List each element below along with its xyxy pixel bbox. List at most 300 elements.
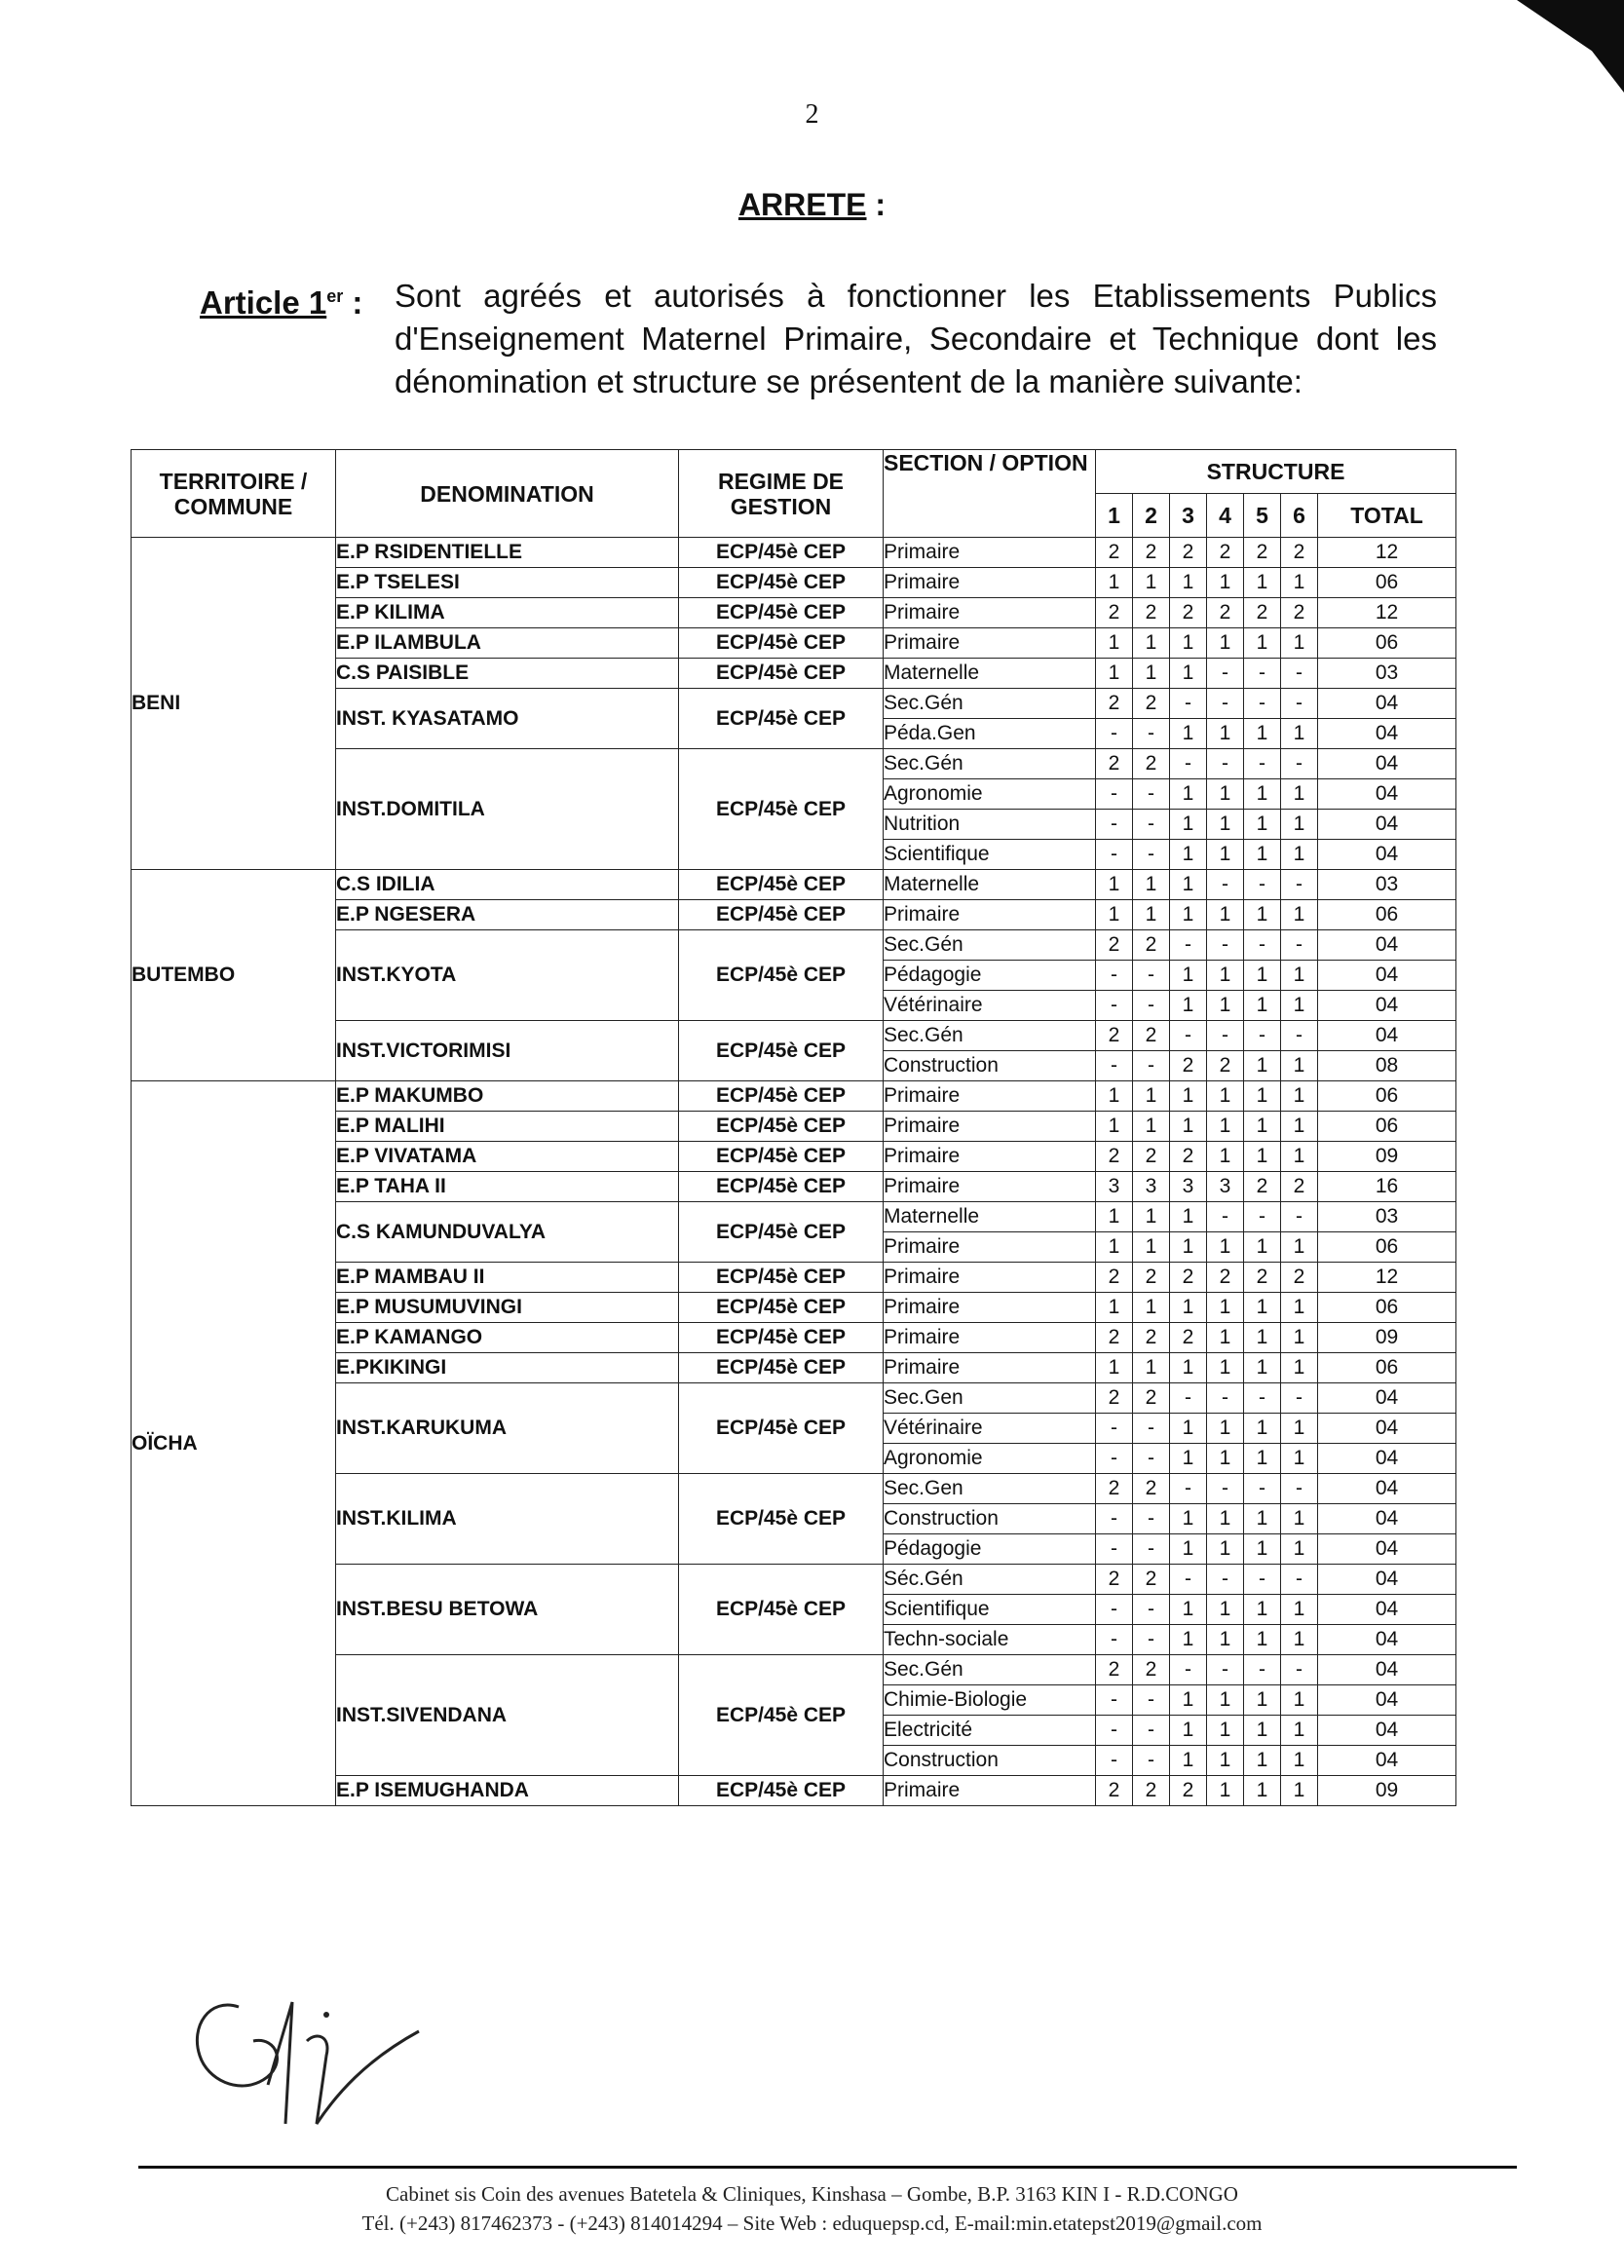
structure-cell-year-5: - <box>1244 930 1281 961</box>
structure-cell-year-1: - <box>1096 1534 1133 1565</box>
structure-cell-year-5: 1 <box>1244 810 1281 840</box>
structure-cell-year-5: 1 <box>1244 1112 1281 1142</box>
structure-cell-year-5: 2 <box>1244 598 1281 628</box>
structure-cell-year-3: - <box>1170 689 1207 719</box>
footer-address: Cabinet sis Coin des avenues Batetela & Cliniques, Kinshasa – Gombe, B.P. 3163 KIN I - R.D.CONGO <box>386 2182 1238 2206</box>
structure-cell-year-1: 2 <box>1096 689 1133 719</box>
signature-icon <box>170 1987 424 2134</box>
structure-cell-year-5: - <box>1244 1655 1281 1685</box>
page-title <box>0 187 1624 223</box>
total-cell: 04 <box>1318 1444 1456 1474</box>
structure-cell-year-5: 1 <box>1244 1776 1281 1806</box>
total-cell: 09 <box>1318 1142 1456 1172</box>
structure-cell-year-3: 3 <box>1170 1172 1207 1202</box>
footer-contact: Tél. (+243) 817462373 - (+243) 814014294 – Site Web : eduquepsp.cd, E-mail:min.etatepst2019@gmail.com <box>361 2211 1263 2235</box>
structure-cell-year-1: 1 <box>1096 628 1133 659</box>
structure-cell-year-3: 1 <box>1170 1444 1207 1474</box>
section-cell: Electricité <box>884 1716 1096 1746</box>
structure-cell-year-1: - <box>1096 1685 1133 1716</box>
structure-cell-year-1: - <box>1096 1414 1133 1444</box>
regime-cell: ECP/45è CEP <box>679 1323 884 1353</box>
section-cell: Primaire <box>884 1353 1096 1383</box>
structure-cell-year-3: 2 <box>1170 1263 1207 1293</box>
total-cell: 06 <box>1318 900 1456 930</box>
regime-cell: ECP/45è CEP <box>679 749 884 870</box>
denomination-cell: INST.KYOTA <box>336 930 679 1021</box>
structure-cell-year-6: - <box>1281 1202 1318 1232</box>
structure-cell-year-2: 1 <box>1133 900 1170 930</box>
regime-cell: ECP/45è CEP <box>679 1383 884 1474</box>
structure-cell-year-5: 1 <box>1244 568 1281 598</box>
denomination-cell: E.P KAMANGO <box>336 1323 679 1353</box>
total-cell: 06 <box>1318 1353 1456 1383</box>
structure-cell-year-2: 1 <box>1133 1081 1170 1112</box>
structure-cell-year-1: - <box>1096 840 1133 870</box>
structure-cell-year-1: - <box>1096 991 1133 1021</box>
section-cell: Chimie-Biologie <box>884 1685 1096 1716</box>
structure-cell-year-3: 1 <box>1170 659 1207 689</box>
total-cell: 12 <box>1318 598 1456 628</box>
regime-cell: ECP/45è CEP <box>679 1112 884 1142</box>
section-cell: Primaire <box>884 1232 1096 1263</box>
structure-cell-year-5: 2 <box>1244 1263 1281 1293</box>
structure-cell-year-1: - <box>1096 1595 1133 1625</box>
structure-cell-year-6: - <box>1281 1021 1318 1051</box>
structure-cell-year-4: 1 <box>1207 900 1244 930</box>
structure-cell-year-3: 2 <box>1170 1142 1207 1172</box>
structure-cell-year-3: 1 <box>1170 840 1207 870</box>
structure-cell-year-2: - <box>1133 1414 1170 1444</box>
structure-cell-year-4: 2 <box>1207 1051 1244 1081</box>
structure-cell-year-6: 1 <box>1281 1685 1318 1716</box>
structure-cell-year-4: 1 <box>1207 1625 1244 1655</box>
structure-cell-year-4: - <box>1207 749 1244 779</box>
structure-cell-year-2: 1 <box>1133 1293 1170 1323</box>
denomination-cell: E.P ILAMBULA <box>336 628 679 659</box>
structure-cell-year-2: - <box>1133 1716 1170 1746</box>
total-cell: 03 <box>1318 1202 1456 1232</box>
section-cell: Nutrition <box>884 810 1096 840</box>
regime-cell: ECP/45è CEP <box>679 659 884 689</box>
section-cell: Primaire <box>884 900 1096 930</box>
structure-cell-year-3: 1 <box>1170 870 1207 900</box>
structure-cell-year-6: 1 <box>1281 1746 1318 1776</box>
structure-cell-year-1: - <box>1096 961 1133 991</box>
section-cell: Pédagogie <box>884 1534 1096 1565</box>
structure-cell-year-4: - <box>1207 870 1244 900</box>
section-cell: Péda.Gen <box>884 719 1096 749</box>
structure-cell-year-2: 1 <box>1133 1202 1170 1232</box>
structure-cell-year-5: - <box>1244 1383 1281 1414</box>
structure-cell-year-3: 1 <box>1170 1534 1207 1565</box>
territoire-cell: BENI <box>132 538 336 870</box>
structure-cell-year-5: 1 <box>1244 991 1281 1021</box>
denomination-cell: E.P TSELESI <box>336 568 679 598</box>
structure-cell-year-4: - <box>1207 1565 1244 1595</box>
structure-cell-year-3: 1 <box>1170 1202 1207 1232</box>
structure-cell-year-4: 1 <box>1207 1595 1244 1625</box>
total-cell: 06 <box>1318 1293 1456 1323</box>
regime-cell: ECP/45è CEP <box>679 1565 884 1655</box>
structure-cell-year-3: 1 <box>1170 900 1207 930</box>
structure-cell-year-1: 2 <box>1096 538 1133 568</box>
header-year-6: 6 <box>1281 494 1318 538</box>
structure-cell-year-1: - <box>1096 779 1133 810</box>
structure-cell-year-4: 1 <box>1207 1444 1244 1474</box>
structure-cell-year-6: 1 <box>1281 991 1318 1021</box>
structure-cell-year-6: 1 <box>1281 1323 1318 1353</box>
section-cell: Sec.Gén <box>884 749 1096 779</box>
structure-cell-year-3: 1 <box>1170 991 1207 1021</box>
structure-cell-year-3: 2 <box>1170 1776 1207 1806</box>
denomination-cell: E.P NGESERA <box>336 900 679 930</box>
structure-cell-year-3: 1 <box>1170 568 1207 598</box>
total-cell: 09 <box>1318 1776 1456 1806</box>
structure-cell-year-6: 1 <box>1281 1776 1318 1806</box>
regime-cell: ECP/45è CEP <box>679 1172 884 1202</box>
structure-cell-year-4: 1 <box>1207 810 1244 840</box>
structure-cell-year-2: 2 <box>1133 1263 1170 1293</box>
section-cell: Primaire <box>884 1112 1096 1142</box>
structure-cell-year-6: 1 <box>1281 1444 1318 1474</box>
structure-cell-year-5: - <box>1244 1021 1281 1051</box>
structure-cell-year-2: 2 <box>1133 1565 1170 1595</box>
structure-cell-year-5: 1 <box>1244 1534 1281 1565</box>
structure-cell-year-6: 1 <box>1281 900 1318 930</box>
structure-cell-year-3: 1 <box>1170 628 1207 659</box>
structure-cell-year-4: 1 <box>1207 1232 1244 1263</box>
structure-cell-year-5: 1 <box>1244 719 1281 749</box>
structure-cell-year-2: 2 <box>1133 538 1170 568</box>
structure-cell-year-5: - <box>1244 659 1281 689</box>
structure-cell-year-4: 1 <box>1207 961 1244 991</box>
total-cell: 04 <box>1318 1414 1456 1444</box>
structure-cell-year-2: 2 <box>1133 749 1170 779</box>
structure-cell-year-2: 2 <box>1133 689 1170 719</box>
structure-cell-year-4: 1 <box>1207 991 1244 1021</box>
structure-cell-year-6: 1 <box>1281 1716 1318 1746</box>
structure-cell-year-2: 1 <box>1133 1232 1170 1263</box>
structure-cell-year-3: 1 <box>1170 810 1207 840</box>
structure-cell-year-1: 1 <box>1096 1293 1133 1323</box>
section-cell: Primaire <box>884 1293 1096 1323</box>
structure-cell-year-6: 1 <box>1281 1232 1318 1263</box>
structure-cell-year-5: 1 <box>1244 1414 1281 1444</box>
structure-cell-year-3: 2 <box>1170 1051 1207 1081</box>
section-cell: Primaire <box>884 598 1096 628</box>
table-row <box>132 1081 1456 1112</box>
regime-cell: ECP/45è CEP <box>679 628 884 659</box>
total-cell: 04 <box>1318 1534 1456 1565</box>
regime-cell: ECP/45è CEP <box>679 1776 884 1806</box>
structure-cell-year-3: - <box>1170 1021 1207 1051</box>
structure-cell-year-1: - <box>1096 810 1133 840</box>
structure-cell-year-3: 1 <box>1170 1293 1207 1323</box>
territoire-cell: OÏCHA <box>132 1081 336 1806</box>
structure-cell-year-4: 1 <box>1207 719 1244 749</box>
structure-cell-year-6: 2 <box>1281 598 1318 628</box>
section-cell: Vétérinaire <box>884 1414 1096 1444</box>
structure-cell-year-4: 1 <box>1207 568 1244 598</box>
regime-cell: ECP/45è CEP <box>679 1202 884 1263</box>
article-label-sup: er <box>326 286 344 306</box>
structure-cell-year-5: - <box>1244 749 1281 779</box>
structure-cell-year-3: 2 <box>1170 598 1207 628</box>
structure-cell-year-4: 1 <box>1207 1776 1244 1806</box>
structure-cell-year-4: 1 <box>1207 1293 1244 1323</box>
total-cell: 03 <box>1318 659 1456 689</box>
structure-cell-year-6: - <box>1281 930 1318 961</box>
total-cell: 04 <box>1318 810 1456 840</box>
structure-cell-year-6: 1 <box>1281 1595 1318 1625</box>
regime-cell: ECP/45è CEP <box>679 1655 884 1776</box>
section-cell: Scientifique <box>884 1595 1096 1625</box>
structure-cell-year-2: - <box>1133 719 1170 749</box>
structure-cell-year-4: - <box>1207 659 1244 689</box>
section-cell: Sec.Gén <box>884 689 1096 719</box>
structure-cell-year-4: 1 <box>1207 1142 1244 1172</box>
structure-cell-year-4: 1 <box>1207 1323 1244 1353</box>
structure-cell-year-3: 1 <box>1170 779 1207 810</box>
header-year-1: 1 <box>1096 494 1133 538</box>
page-number: 2 <box>805 99 819 130</box>
total-cell: 04 <box>1318 1595 1456 1625</box>
structure-cell-year-6: 1 <box>1281 840 1318 870</box>
structure-cell-year-4: 1 <box>1207 1504 1244 1534</box>
section-cell: Construction <box>884 1746 1096 1776</box>
regime-cell: ECP/45è CEP <box>679 1142 884 1172</box>
structure-cell-year-6: - <box>1281 689 1318 719</box>
structure-cell-year-2: 2 <box>1133 1383 1170 1414</box>
structure-cell-year-1: 2 <box>1096 1323 1133 1353</box>
structure-cell-year-5: 1 <box>1244 779 1281 810</box>
structure-cell-year-4: - <box>1207 1202 1244 1232</box>
section-cell: Maternelle <box>884 870 1096 900</box>
section-cell: Primaire <box>884 1081 1096 1112</box>
structure-cell-year-2: - <box>1133 1051 1170 1081</box>
structure-cell-year-6: - <box>1281 749 1318 779</box>
structure-cell-year-1: 2 <box>1096 749 1133 779</box>
total-cell: 03 <box>1318 870 1456 900</box>
structure-cell-year-4: 1 <box>1207 1534 1244 1565</box>
structure-cell-year-3: - <box>1170 930 1207 961</box>
section-cell: Construction <box>884 1051 1096 1081</box>
structure-cell-year-1: 3 <box>1096 1172 1133 1202</box>
denomination-cell: INST.VICTORIMISI <box>336 1021 679 1081</box>
structure-cell-year-4: 1 <box>1207 1081 1244 1112</box>
section-cell: Primaire <box>884 1172 1096 1202</box>
structure-cell-year-6: - <box>1281 1565 1318 1595</box>
structure-cell-year-4: 1 <box>1207 1746 1244 1776</box>
regime-cell: ECP/45è CEP <box>679 1081 884 1112</box>
structure-cell-year-3: 2 <box>1170 538 1207 568</box>
total-cell: 04 <box>1318 749 1456 779</box>
structure-cell-year-1: 1 <box>1096 659 1133 689</box>
structure-cell-year-1: 1 <box>1096 900 1133 930</box>
structure-cell-year-5: 1 <box>1244 1051 1281 1081</box>
structure-cell-year-5: 1 <box>1244 1746 1281 1776</box>
header-regime: REGIME DE GESTION <box>679 450 884 538</box>
structure-cell-year-4: 1 <box>1207 628 1244 659</box>
structure-cell-year-6: 1 <box>1281 1081 1318 1112</box>
structure-cell-year-2: 2 <box>1133 1142 1170 1172</box>
structure-cell-year-4: 1 <box>1207 1685 1244 1716</box>
structure-cell-year-5: - <box>1244 689 1281 719</box>
regime-cell: ECP/45è CEP <box>679 1353 884 1383</box>
title-text: ARRETE <box>737 187 867 222</box>
total-cell: 04 <box>1318 779 1456 810</box>
structure-cell-year-1: - <box>1096 1625 1133 1655</box>
total-cell: 06 <box>1318 628 1456 659</box>
article-paragraph <box>200 275 1437 403</box>
article-label-suffix: : <box>343 284 363 321</box>
structure-cell-year-4: - <box>1207 1021 1244 1051</box>
structure-cell-year-6: 1 <box>1281 1051 1318 1081</box>
section-cell: Maternelle <box>884 1202 1096 1232</box>
structure-cell-year-6: 1 <box>1281 1112 1318 1142</box>
regime-cell: ECP/45è CEP <box>679 1263 884 1293</box>
denomination-cell: E.P KILIMA <box>336 598 679 628</box>
total-cell: 04 <box>1318 1746 1456 1776</box>
structure-cell-year-1: - <box>1096 1716 1133 1746</box>
section-cell: Primaire <box>884 1776 1096 1806</box>
structure-cell-year-4: 2 <box>1207 598 1244 628</box>
section-cell: Maternelle <box>884 659 1096 689</box>
section-cell: Primaire <box>884 568 1096 598</box>
structure-cell-year-2: - <box>1133 1685 1170 1716</box>
structure-cell-year-3: 1 <box>1170 1746 1207 1776</box>
structure-cell-year-5: 1 <box>1244 1685 1281 1716</box>
total-cell: 09 <box>1318 1323 1456 1353</box>
total-cell: 04 <box>1318 930 1456 961</box>
section-cell: Sec.Gén <box>884 930 1096 961</box>
structure-cell-year-2: 2 <box>1133 598 1170 628</box>
structure-cell-year-6: 1 <box>1281 1414 1318 1444</box>
structure-cell-year-6: - <box>1281 1383 1318 1414</box>
structure-cell-year-4: 2 <box>1207 1263 1244 1293</box>
denomination-cell: INST. KYASATAMO <box>336 689 679 749</box>
structure-cell-year-1: 2 <box>1096 1383 1133 1414</box>
structure-cell-year-1: 1 <box>1096 1202 1133 1232</box>
structure-cell-year-6: 2 <box>1281 1172 1318 1202</box>
structure-cell-year-2: - <box>1133 840 1170 870</box>
regime-cell: ECP/45è CEP <box>679 598 884 628</box>
structure-cell-year-2: 1 <box>1133 1353 1170 1383</box>
structure-cell-year-3: - <box>1170 1655 1207 1685</box>
total-cell: 12 <box>1318 538 1456 568</box>
structure-cell-year-2: - <box>1133 991 1170 1021</box>
schools-table <box>131 449 1456 1806</box>
structure-cell-year-5: 2 <box>1244 538 1281 568</box>
structure-cell-year-2: - <box>1133 810 1170 840</box>
denomination-cell: E.P MAKUMBO <box>336 1081 679 1112</box>
structure-cell-year-4: - <box>1207 930 1244 961</box>
structure-cell-year-2: - <box>1133 1595 1170 1625</box>
structure-cell-year-5: - <box>1244 1565 1281 1595</box>
total-cell: 06 <box>1318 1112 1456 1142</box>
total-cell: 04 <box>1318 1716 1456 1746</box>
structure-cell-year-5: 2 <box>1244 1172 1281 1202</box>
denomination-cell: INST.DOMITILA <box>336 749 679 870</box>
section-cell: Primaire <box>884 1142 1096 1172</box>
structure-cell-year-4: - <box>1207 1383 1244 1414</box>
regime-cell: ECP/45è CEP <box>679 689 884 749</box>
structure-cell-year-6: 1 <box>1281 719 1318 749</box>
total-cell: 04 <box>1318 1474 1456 1504</box>
structure-cell-year-3: - <box>1170 1383 1207 1414</box>
structure-cell-year-1: - <box>1096 719 1133 749</box>
structure-cell-year-5: 1 <box>1244 1081 1281 1112</box>
section-cell: Pédagogie <box>884 961 1096 991</box>
header-year-5: 5 <box>1244 494 1281 538</box>
structure-cell-year-1: 2 <box>1096 1142 1133 1172</box>
section-cell: Techn-sociale <box>884 1625 1096 1655</box>
section-cell: Vétérinaire <box>884 991 1096 1021</box>
total-cell: 04 <box>1318 1625 1456 1655</box>
denomination-cell: INST.KARUKUMA <box>336 1383 679 1474</box>
article-text: Sont agréés et autorisés à fonctionner les Etablissements Publics d'Enseignement Maternel Primaire, Secondaire et Technique dont les dénomination et structure se présentent de la manière suivante: <box>395 278 1437 399</box>
structure-cell-year-4: - <box>1207 689 1244 719</box>
structure-cell-year-4: 3 <box>1207 1172 1244 1202</box>
section-cell: Sec.Gen <box>884 1383 1096 1414</box>
structure-cell-year-6: 1 <box>1281 1353 1318 1383</box>
structure-cell-year-5: 1 <box>1244 961 1281 991</box>
regime-cell: ECP/45è CEP <box>679 930 884 1021</box>
structure-cell-year-3: - <box>1170 1565 1207 1595</box>
structure-cell-year-6: 2 <box>1281 1263 1318 1293</box>
header-structure: STRUCTURE <box>1096 450 1456 494</box>
total-cell: 04 <box>1318 689 1456 719</box>
structure-cell-year-5: - <box>1244 1474 1281 1504</box>
structure-cell-year-1: 2 <box>1096 1263 1133 1293</box>
structure-cell-year-3: 1 <box>1170 1685 1207 1716</box>
structure-cell-year-2: 2 <box>1133 1776 1170 1806</box>
structure-cell-year-3: 2 <box>1170 1323 1207 1353</box>
section-cell: Agronomie <box>884 779 1096 810</box>
total-cell: 04 <box>1318 840 1456 870</box>
structure-cell-year-2: 2 <box>1133 1474 1170 1504</box>
header-territoire: TERRITOIRE / COMMUNE <box>132 450 336 538</box>
structure-cell-year-5: 1 <box>1244 840 1281 870</box>
total-cell: 16 <box>1318 1172 1456 1202</box>
structure-cell-year-6: 1 <box>1281 1625 1318 1655</box>
footer-divider <box>138 2166 1517 2169</box>
structure-cell-year-1: 1 <box>1096 1081 1133 1112</box>
regime-cell: ECP/45è CEP <box>679 538 884 568</box>
structure-cell-year-4: 1 <box>1207 1716 1244 1746</box>
denomination-cell: INST.BESU BETOWA <box>336 1565 679 1655</box>
total-cell: 06 <box>1318 1232 1456 1263</box>
structure-cell-year-2: 2 <box>1133 930 1170 961</box>
denomination-cell: E.P MUSUMUVINGI <box>336 1293 679 1323</box>
structure-cell-year-6: 1 <box>1281 1504 1318 1534</box>
denomination-cell: E.PKIKINGI <box>336 1353 679 1383</box>
structure-cell-year-5: 1 <box>1244 1595 1281 1625</box>
total-cell: 04 <box>1318 1685 1456 1716</box>
structure-cell-year-2: 1 <box>1133 628 1170 659</box>
structure-cell-year-5: 1 <box>1244 1504 1281 1534</box>
structure-cell-year-1: 2 <box>1096 1021 1133 1051</box>
structure-cell-year-2: - <box>1133 1625 1170 1655</box>
structure-cell-year-4: - <box>1207 1474 1244 1504</box>
structure-cell-year-2: 2 <box>1133 1655 1170 1685</box>
section-cell: Primaire <box>884 538 1096 568</box>
header-section: SECTION / OPTION <box>884 450 1096 538</box>
structure-cell-year-1: - <box>1096 1444 1133 1474</box>
regime-cell: ECP/45è CEP <box>679 870 884 900</box>
structure-cell-year-2: 1 <box>1133 568 1170 598</box>
structure-cell-year-5: 1 <box>1244 900 1281 930</box>
